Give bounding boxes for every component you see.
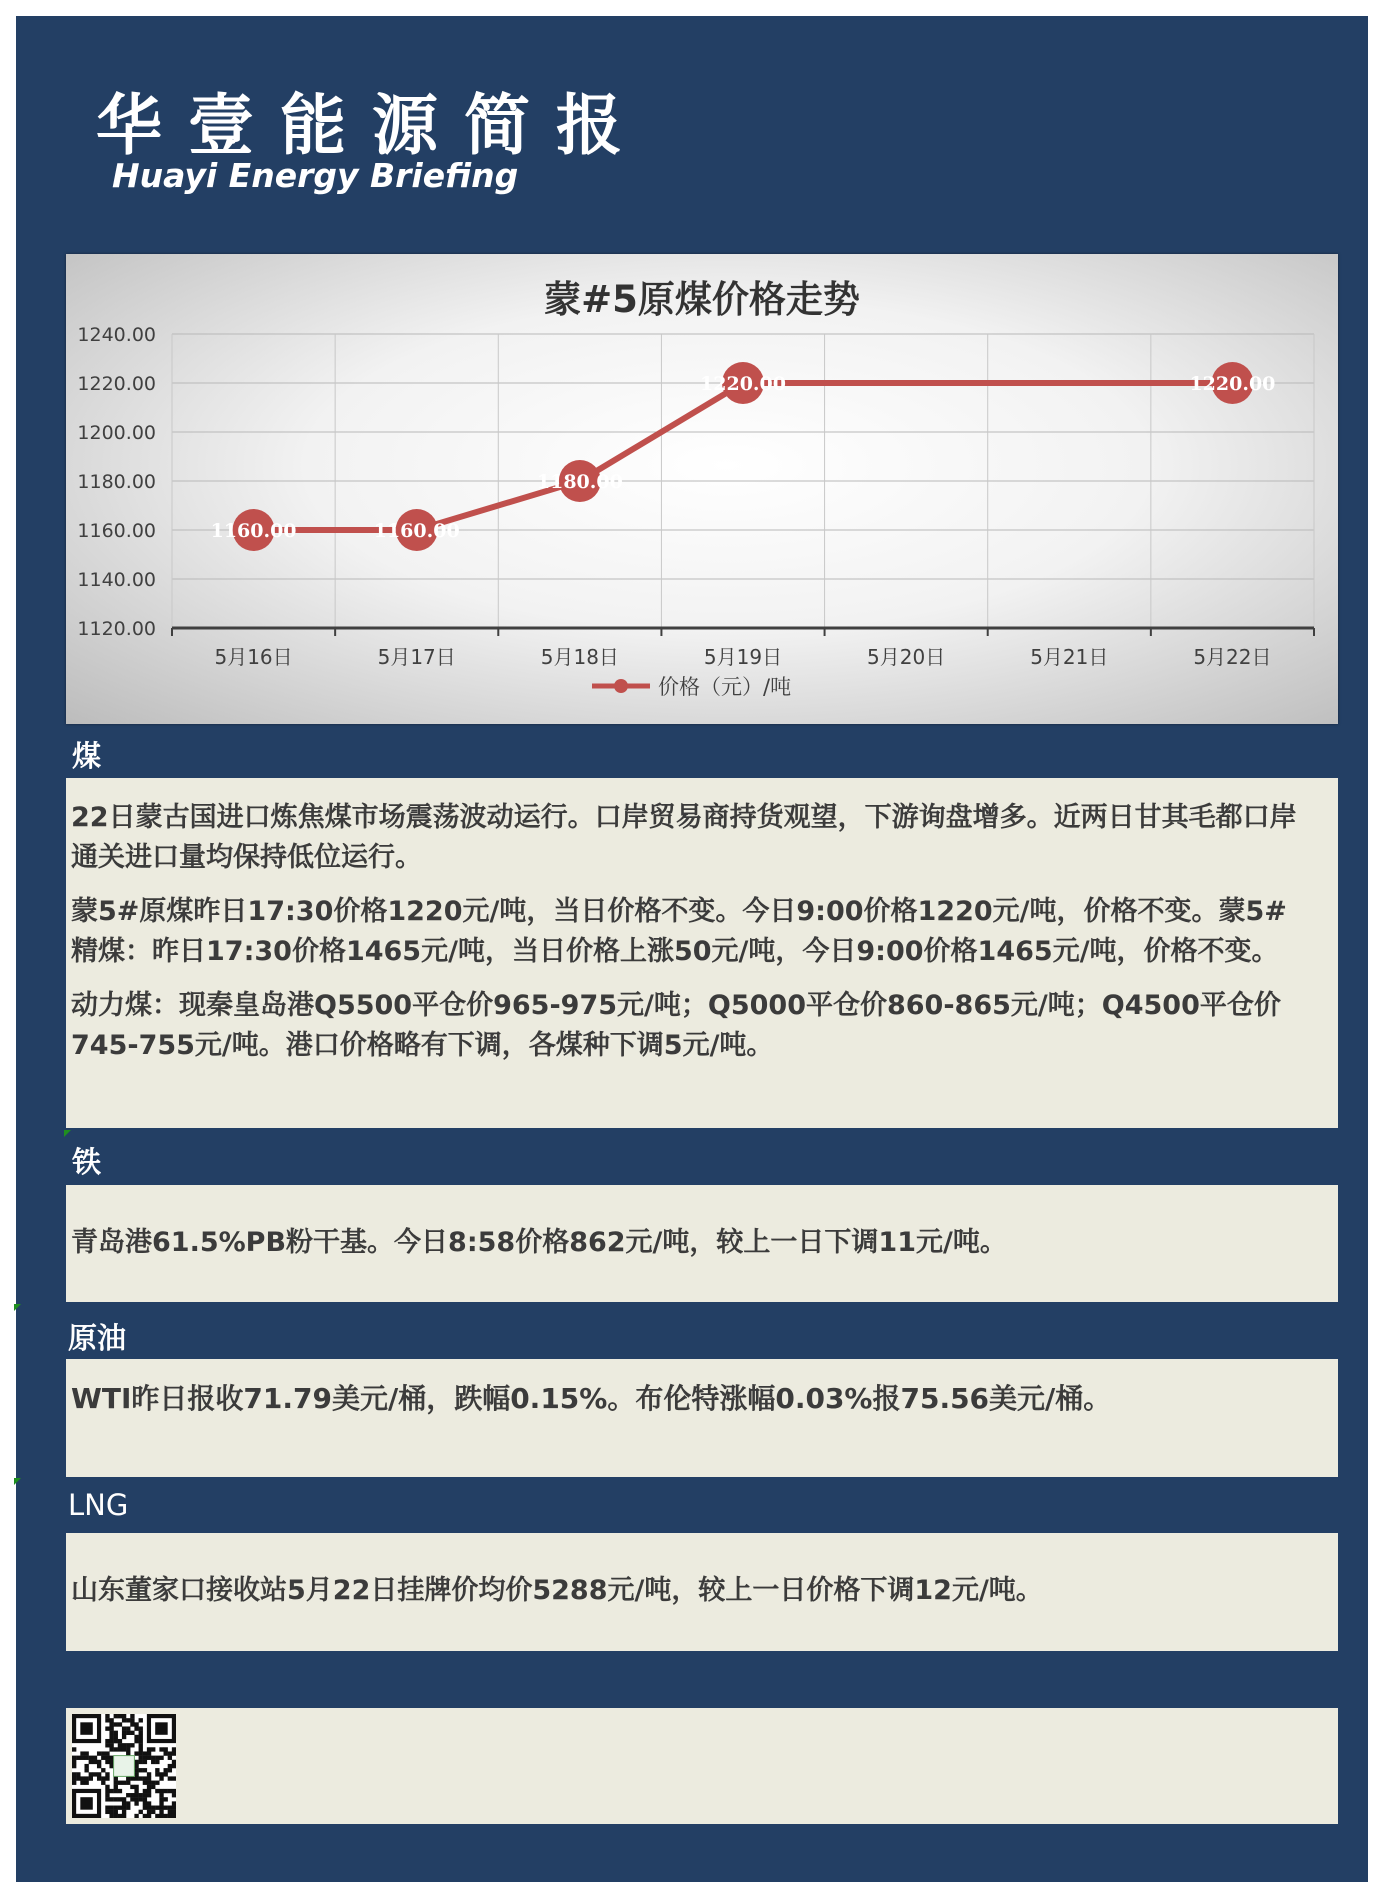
y-tick-label: 1220.00 xyxy=(77,373,156,395)
page-subtitle: Huayi Energy Briefing xyxy=(112,156,519,195)
footer-box xyxy=(66,1708,1338,1824)
y-tick-label: 1180.00 xyxy=(77,471,156,493)
lng-paragraph: 山东董家口接收站5月22日挂牌价均价5288元/吨，较上一日价格下调12元/吨。 xyxy=(71,1575,1043,1606)
data-label: 1180.00 xyxy=(536,471,623,493)
x-tick-label: 5月22日 xyxy=(1193,645,1272,669)
x-tick-label: 5月19日 xyxy=(703,645,783,669)
coal-paragraph: 动力煤：现秦皇岛港Q5500平仓价965-975元/吨；Q5000平仓价860-865元/吨；Q4500平仓价745-755元/吨。港口价格略有下调，各煤种下调5元/吨。 xyxy=(71,990,1281,1061)
x-tick-label: 5月16日 xyxy=(214,645,293,669)
data-label: 1160.00 xyxy=(373,520,460,542)
price-chart-panel xyxy=(66,254,1338,724)
green-marker xyxy=(14,1304,21,1311)
y-tick-label: 1160.00 xyxy=(77,520,156,542)
green-marker xyxy=(64,1130,71,1137)
iron-paragraph: 青岛港61.5%PB粉干基。今日8:58价格862元/吨，较上一日下调11元/吨。 xyxy=(71,1227,1007,1258)
legend-label: 价格（元）/吨 xyxy=(658,675,792,699)
lng-news-box xyxy=(66,1533,1338,1651)
price-chart xyxy=(66,254,1338,724)
legend-marker xyxy=(614,679,628,693)
chart-axes xyxy=(77,324,1314,669)
section-label-iron: 铁 xyxy=(72,1145,102,1179)
section-label-lng: LNG xyxy=(68,1488,129,1522)
oil-paragraph: WTI昨日报收71.79美元/桶，跌幅0.15%。布伦特涨幅0.03%报75.56美元/桶。 xyxy=(71,1382,1112,1415)
series-line xyxy=(254,383,1233,530)
chart-legend xyxy=(592,675,791,699)
iron-news-box xyxy=(66,1185,1338,1302)
section-label-coal: 煤 xyxy=(72,739,102,773)
y-tick-label: 1120.00 xyxy=(77,618,156,640)
oil-news-box xyxy=(66,1359,1338,1477)
data-label: 1220.00 xyxy=(700,373,786,395)
data-label: 1220.00 xyxy=(1189,373,1276,395)
x-tick-label: 5月17日 xyxy=(377,645,456,669)
chart-series xyxy=(211,362,1276,551)
coal-paragraph: 22日蒙古国进口炼焦煤市场震荡波动运行。口岸贸易商持货观望，下游询盘增多。近两日甘其毛都口岸通关进口量均保持低位运行。 xyxy=(71,802,1297,873)
page-title: 华壹能源简报 xyxy=(96,87,648,164)
qr-code-icon xyxy=(72,1714,176,1818)
coal-paragraph: 蒙5#原煤昨日17:30价格1220元/吨，当日价格不变。今日9:00价格1220元/吨，价格不变。蒙5#精煤：昨日17:30价格1465元/吨，当日价格上涨50元/吨，今日9:00价格1465元/吨，价格不变。 xyxy=(71,896,1287,967)
y-tick-label: 1240.00 xyxy=(77,324,156,346)
section-label-oil: 原油 xyxy=(68,1321,127,1355)
data-label: 1160.00 xyxy=(210,520,297,542)
x-tick-label: 5月21日 xyxy=(1030,645,1109,669)
y-tick-label: 1200.00 xyxy=(77,422,156,444)
y-tick-label: 1140.00 xyxy=(77,569,156,591)
x-tick-label: 5月20日 xyxy=(867,645,946,669)
green-marker xyxy=(14,1478,21,1485)
coal-news-box xyxy=(66,778,1338,1128)
chart-title: 蒙#5原煤价格走势 xyxy=(544,278,860,321)
x-tick-label: 5月18日 xyxy=(540,645,619,669)
